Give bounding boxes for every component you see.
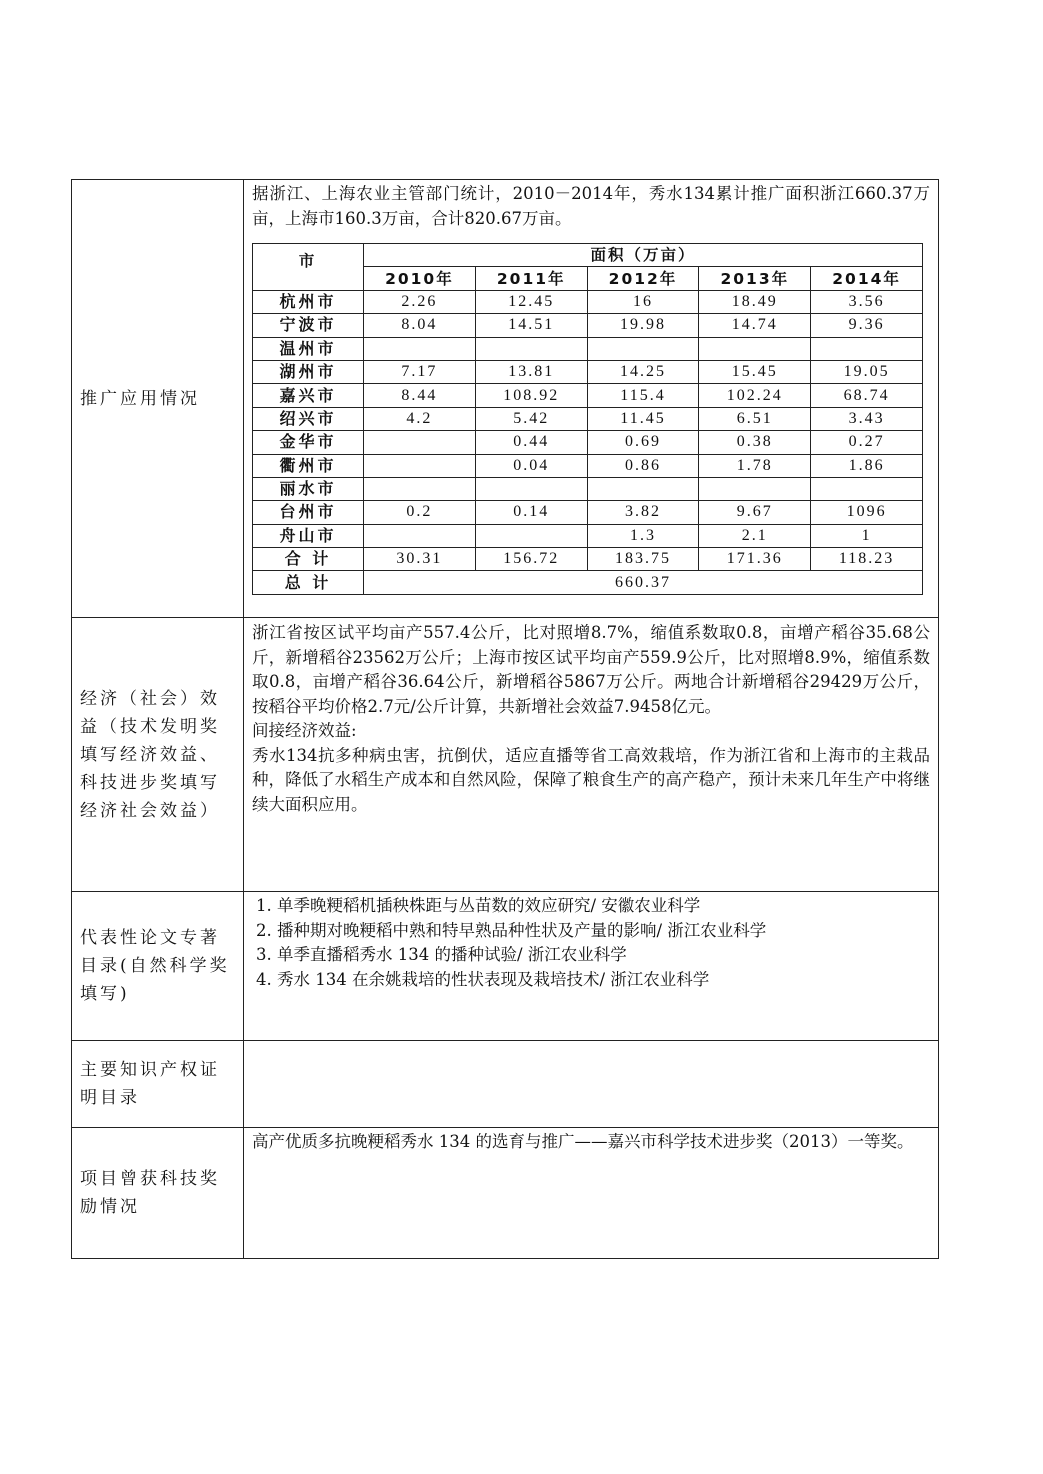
paper-list <box>256 894 930 992</box>
area-table <box>252 243 923 595</box>
promotion-intro: 据浙江、上海农业主管部门统计，2010－2014年，秀水134累计推广面积浙江660.37万亩，上海市160.3万亩，合计820.67万亩。 <box>252 184 930 228</box>
area-cell: 6.51 <box>699 407 811 430</box>
city-name: 绍兴市 <box>253 407 364 430</box>
city-name: 金华市 <box>253 431 364 454</box>
city-row <box>253 524 923 547</box>
label-benefit: 经济（社会）效益（技术发明奖填写经济效益、科技进步奖填写经济社会效益） <box>72 618 244 892</box>
city-row <box>253 314 923 337</box>
area-cell <box>364 524 476 547</box>
subtotal-cell: 118.23 <box>811 548 923 571</box>
area-cell: 2.26 <box>364 290 476 313</box>
benefit-indirect: 秀水134抗多种病虫害，抗倒伏，适应直播等省工高效栽培，作为浙江省和上海市的主栽品种，降低了水稻生产成本和自然风险，保障了粮食生产的高产稳产，预计未来几年生产中将继续大面积应用。 <box>252 745 930 814</box>
total-label: 总 计 <box>253 571 364 594</box>
area-cell: 19.05 <box>811 360 923 383</box>
paper-item: 4. 秀水 134 在余姚栽培的性状表现及栽培技术/ 浙江农业科学 <box>256 969 710 989</box>
subtotal-cell: 183.75 <box>587 548 699 571</box>
city-row <box>253 384 923 407</box>
area-cell: 12.45 <box>475 290 587 313</box>
city-name: 杭州市 <box>253 290 364 313</box>
area-cell: 4.2 <box>364 407 476 430</box>
area-cell: 108.92 <box>475 384 587 407</box>
area-cell: 1.3 <box>587 524 699 547</box>
area-cell: 1 <box>811 524 923 547</box>
area-cell: 8.04 <box>364 314 476 337</box>
city-row <box>253 454 923 477</box>
area-cell: 115.4 <box>587 384 699 407</box>
area-cell <box>475 524 587 547</box>
city-row <box>253 501 923 524</box>
city-row <box>253 477 923 500</box>
area-cell: 18.49 <box>699 290 811 313</box>
area-cell: 3.82 <box>587 501 699 524</box>
area-cell <box>811 337 923 360</box>
area-cell: 0.38 <box>699 431 811 454</box>
total-value: 660.37 <box>364 571 923 594</box>
city-name: 舟山市 <box>253 524 364 547</box>
city-header: 市 <box>253 244 364 291</box>
area-cell: 19.98 <box>587 314 699 337</box>
label-papers: 代表性论文专著目录(自然科学奖填写) <box>72 892 244 1041</box>
area-cell: 14.51 <box>475 314 587 337</box>
city-row <box>253 290 923 313</box>
row-benefit <box>72 618 939 892</box>
row-promotion <box>72 180 939 618</box>
benefit-direct: 浙江省按区试平均亩产557.4公斤，比对照增8.7%，缩值系数取0.8，亩增产稻谷35.68公斤，新增稻谷23562万公斤；上海市按区试平均亩产559.9公斤，比对照增8.9%，缩值系数取0.8，亩增产稻谷36.64公斤，新增稻谷5867万公斤。两地合计新增稻谷29429万公斤，按稻谷平均价格2.7元/公斤计算，共新增社会效益7.9458亿元。 <box>252 623 930 716</box>
area-cell: 0.69 <box>587 431 699 454</box>
area-cell <box>699 337 811 360</box>
area-cell: 0.44 <box>475 431 587 454</box>
city-name: 台州市 <box>253 501 364 524</box>
city-name: 嘉兴市 <box>253 384 364 407</box>
area-cell <box>699 477 811 500</box>
area-cell: 16 <box>587 290 699 313</box>
area-cell: 7.17 <box>364 360 476 383</box>
area-cell <box>587 337 699 360</box>
area-cell: 13.81 <box>475 360 587 383</box>
year-header: 2014年 <box>811 267 923 290</box>
area-cell: 14.25 <box>587 360 699 383</box>
area-cell <box>364 431 476 454</box>
area-cell: 15.45 <box>699 360 811 383</box>
awards-text: 高产优质多抗晚粳稻秀水 134 的选育与推广——嘉兴市科学技术进步奖（2013）一等奖。 <box>252 1132 914 1151</box>
area-cell <box>364 454 476 477</box>
area-cell <box>364 477 476 500</box>
paper-item: 3. 单季直播稻秀水 134 的播种试验/ 浙江农业科学 <box>256 945 627 964</box>
city-name: 衢州市 <box>253 454 364 477</box>
area-cell: 2.1 <box>699 524 811 547</box>
area-cell: 0.86 <box>587 454 699 477</box>
year-header: 2013年 <box>699 267 811 290</box>
year-header: 2011年 <box>475 267 587 290</box>
area-cell: 8.44 <box>364 384 476 407</box>
year-header: 2012年 <box>587 267 699 290</box>
area-cell: 14.74 <box>699 314 811 337</box>
area-cell: 3.56 <box>811 290 923 313</box>
city-row <box>253 337 923 360</box>
area-cell <box>587 477 699 500</box>
area-cell: 9.67 <box>699 501 811 524</box>
row-papers <box>72 892 939 1041</box>
area-cell <box>364 337 476 360</box>
area-cell: 1.86 <box>811 454 923 477</box>
row-awards <box>72 1128 939 1259</box>
city-row <box>253 407 923 430</box>
ip-content <box>244 1041 939 1128</box>
area-cell: 5.42 <box>475 407 587 430</box>
area-cell: 11.45 <box>587 407 699 430</box>
subtotal-cell: 171.36 <box>699 548 811 571</box>
city-name: 温州市 <box>253 337 364 360</box>
area-cell <box>475 337 587 360</box>
city-name: 宁波市 <box>253 314 364 337</box>
subtotal-label: 合 计 <box>253 548 364 571</box>
area-cell: 1096 <box>811 501 923 524</box>
area-cell: 0.2 <box>364 501 476 524</box>
area-cell <box>811 477 923 500</box>
label-awards: 项目曾获科技奖励情况 <box>72 1128 244 1259</box>
area-header: 面积（万亩） <box>364 244 923 267</box>
area-cell: 0.14 <box>475 501 587 524</box>
city-row <box>253 360 923 383</box>
year-header: 2010年 <box>364 267 476 290</box>
city-name: 湖州市 <box>253 360 364 383</box>
area-cell <box>475 477 587 500</box>
area-cell: 0.27 <box>811 431 923 454</box>
project-form-table <box>71 179 939 1259</box>
area-cell: 1.78 <box>699 454 811 477</box>
label-promotion: 推广应用情况 <box>72 180 244 618</box>
city-name: 丽水市 <box>253 477 364 500</box>
label-ip: 主要知识产权证明目录 <box>72 1041 244 1128</box>
benefit-indirect-heading: 间接经济效益: <box>252 721 357 740</box>
city-row <box>253 431 923 454</box>
area-cell: 9.36 <box>811 314 923 337</box>
paper-item: 2. 播种期对晚粳稻中熟和特早熟品种性状及产量的影响/ 浙江农业科学 <box>256 920 767 940</box>
area-cell: 0.04 <box>475 454 587 477</box>
subtotal-cell: 30.31 <box>364 548 476 571</box>
paper-item: 1. 单季晚粳稻机插秧株距与丛苗数的效应研究/ 安徽农业科学 <box>256 896 701 915</box>
area-cell: 102.24 <box>699 384 811 407</box>
row-ip <box>72 1041 939 1128</box>
area-cell: 68.74 <box>811 384 923 407</box>
area-cell: 3.43 <box>811 407 923 430</box>
subtotal-cell: 156.72 <box>475 548 587 571</box>
